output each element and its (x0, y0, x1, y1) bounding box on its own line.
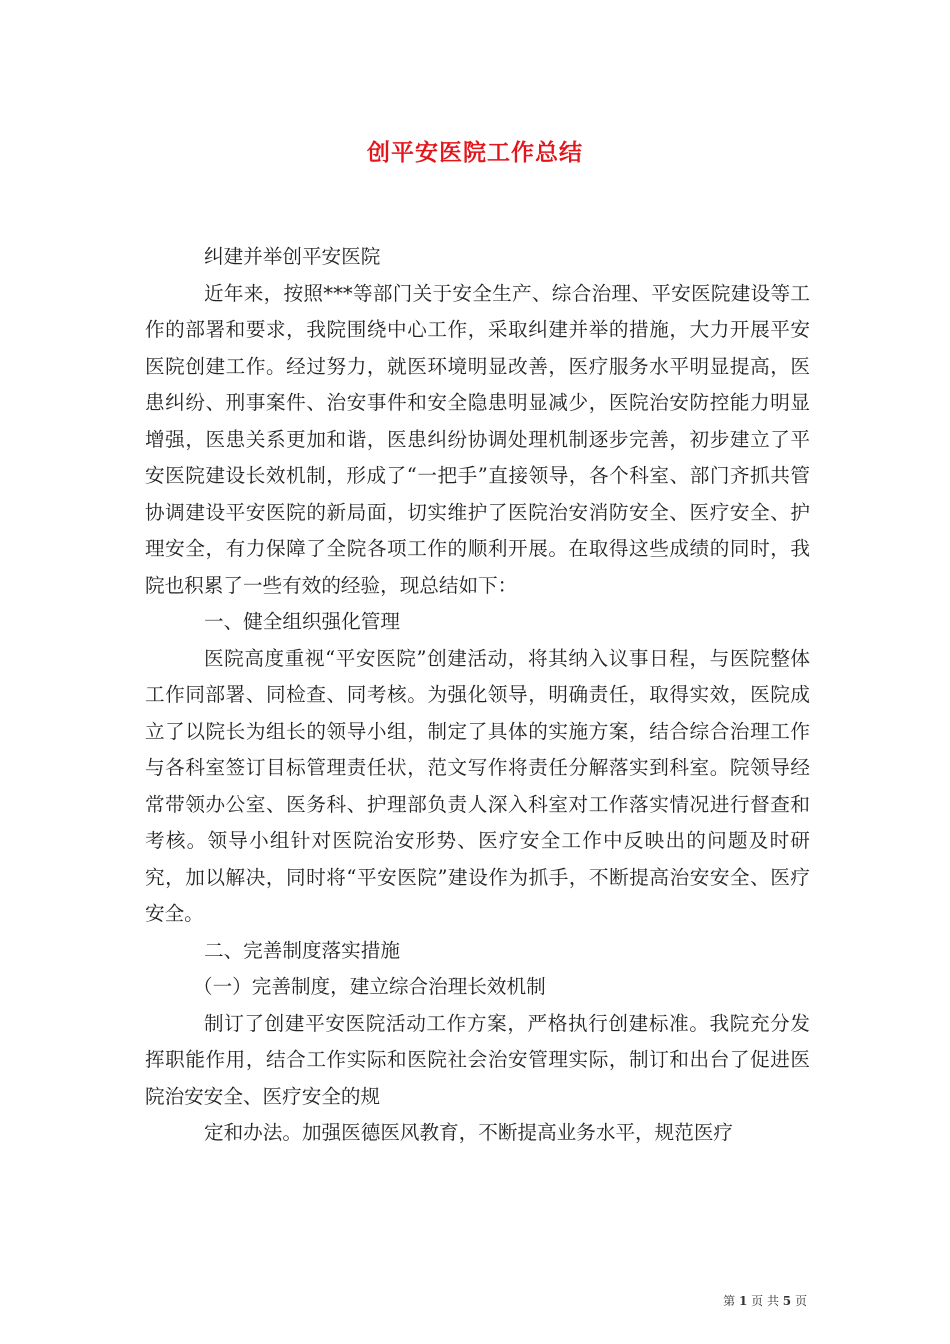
paragraph-section-2-1: 制订了创建平安医院活动工作方案，严格执行创建标准。我院充分发挥职能作用，结合工作实际和医院社会治安管理实际，制订和出台了促进医院治安安全、医疗安全的规 (145, 1011, 810, 1108)
subsection-heading-2-1: （一）完善制度，建立综合治理长效机制 (193, 975, 546, 998)
footer-middle: 页 共 (751, 1294, 779, 1308)
document-subtitle: 纠建并举创平安医院 (204, 245, 381, 268)
section-heading-2: 二、完善制度落实措施 (204, 938, 400, 962)
paragraph-section-2-1-cont: 定和办法。加强医德医风教育，不断提高业务水平，规范医疗 (204, 1121, 734, 1144)
paragraph-section-1: 医院高度重视“平安医院”创建活动，将其纳入议事日程，与医院整体工作同部署、同检查、同考核。为强化领导，明确责任，取得实效，医院成立了以院长为组长的领导小组，制定了具体的实施方案，结合综合治理工作与各科室签订目标管理责任状，范文写作将责任分解落实到科室。院领导经常带领办公室、医务科、护理部负责人深入科室对工作落实情况进行督查和考核。领导小组针对医院治安形势、医疗安全工作中反映出的问题及时研究，加以解决，同时将“平安医院”建设作为抓手，不断提高治安安全、医疗安全。 (145, 646, 810, 925)
footer-total-pages: 5 (782, 1294, 792, 1308)
footer-suffix: 页 (794, 1294, 807, 1308)
paragraph-intro: 近年来，按照***等部门关于安全生产、综合治理、平安医院建设等工作的部署和要求，我院围绕中心工作，采取纠建并举的措施，大力开展平安医院创建工作。经过努力，就医环境明显改善，医疗服务水平明显提高，医患纠纷、刑事案件、治安事件和安全隐患明显减少，医院治安防控能力明显增强，医患关系更加和谐，医患纠纷协调处理机制逐步完善，初步建立了平安医院建设长效机制，形成了“一把手”直接领导，各个科室、部门齐抓共管协调建设平安医院的新局面，切实维护了医院治安消防安全、医疗安全、护理安全，有力保障了全院各项工作的顺利开展。在取得这些成绩的同时，我院也积累了一些有效的经验，现总结如下： (145, 281, 810, 597)
document-body (145, 239, 810, 1152)
footer-current-page: 1 (738, 1294, 748, 1308)
footer-prefix: 第 (723, 1294, 736, 1308)
document-title: 创平安医院工作总结 (367, 139, 583, 166)
page-number-footer (723, 1292, 807, 1309)
section-heading-1: 一、健全组织强化管理 (204, 610, 400, 633)
